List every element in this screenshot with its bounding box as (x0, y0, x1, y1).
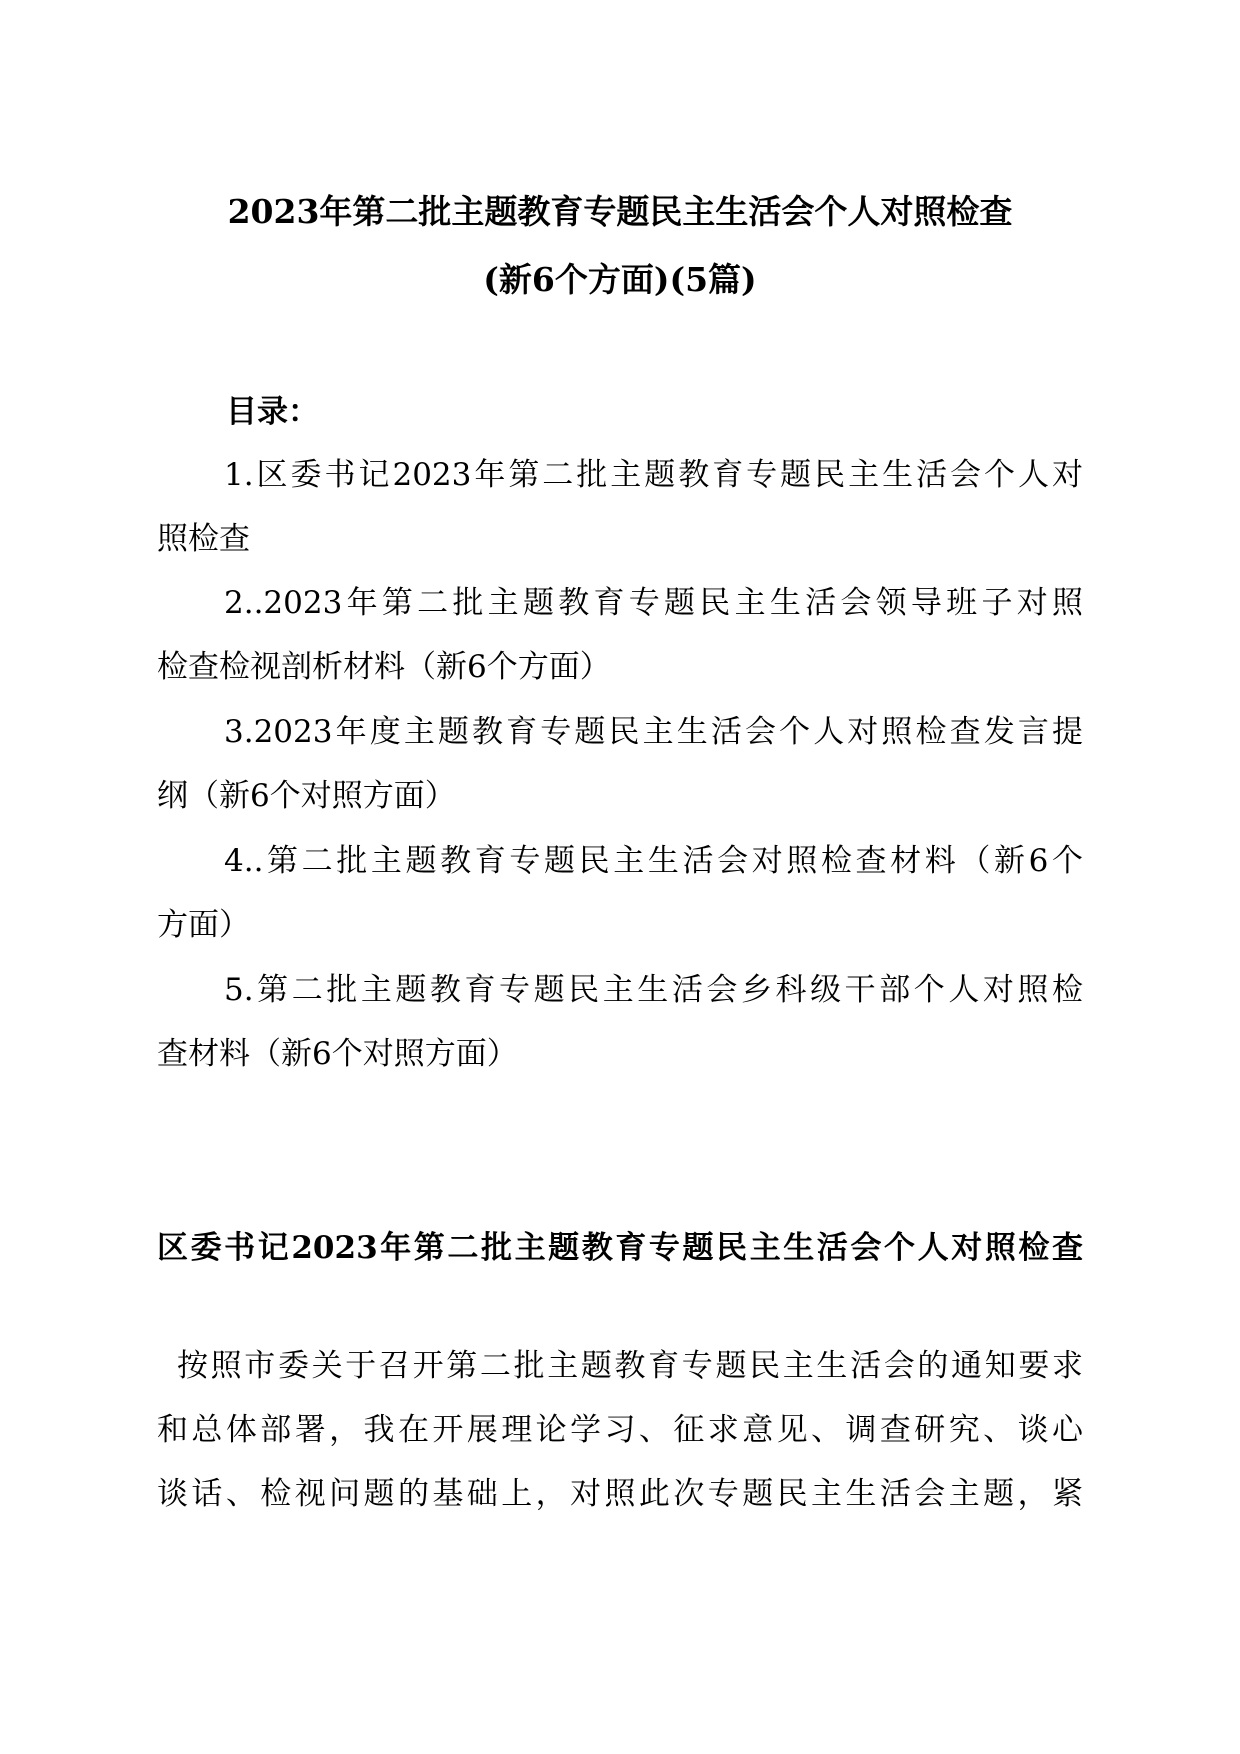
document-title-line2: (新6个方面)(5篇) (483, 260, 757, 299)
toc-item-2 (157, 571, 1083, 699)
toc-item-3-line-2: 纲（新6个对照方面） (157, 778, 456, 814)
body-line-2: 和总体部署，我在开展理论学习、征求意见、调查研究、谈心 (157, 1412, 1083, 1448)
toc-item-2-line-1: 2..2023年第二批主题教育专题民主生活会领导班子对照 (224, 585, 1083, 621)
toc-item-2-line-2: 检查检视剖析材料（新6个方面） (157, 649, 611, 685)
body-line-3: 谈话、检视问题的基础上，对照此次专题民主生活会主题，紧 (157, 1476, 1083, 1512)
toc-item-3 (157, 700, 1083, 828)
section-title: 区委书记2023年第二批主题教育专题民主生活会个人对照检查 (157, 1230, 1083, 1266)
toc-item-5-line-1: 5.第二批主题教育专题民主生活会乡科级干部个人对照检 (224, 972, 1083, 1008)
toc-item-1-line-1: 1.区委书记2023年第二批主题教育专题民主生活会个人对 (224, 457, 1083, 493)
toc-item-5 (157, 958, 1083, 1086)
toc-item-4 (157, 829, 1083, 957)
body-line-1: 按照市委关于召开第二批主题教育专题民主生活会的通知要求 (177, 1348, 1083, 1384)
toc-item-4-line-1: 4..第二批主题教育专题民主生活会对照检查材料（新6个 (224, 843, 1083, 879)
toc-heading: 目录： (226, 394, 319, 430)
toc-item-4-line-2: 方面） (157, 907, 250, 943)
document-title-line1: 2023年第二批主题教育专题民主生活会个人对照检查 (227, 192, 1013, 231)
toc-item-1-line-2: 照检查 (157, 521, 250, 557)
body-paragraph (157, 1334, 1083, 1526)
toc-item-1 (157, 443, 1083, 571)
toc-item-5-line-2: 查材料（新6个对照方面） (157, 1036, 518, 1072)
toc-item-3-line-1: 3.2023年度主题教育专题民主生活会个人对照检查发言提 (224, 714, 1083, 750)
